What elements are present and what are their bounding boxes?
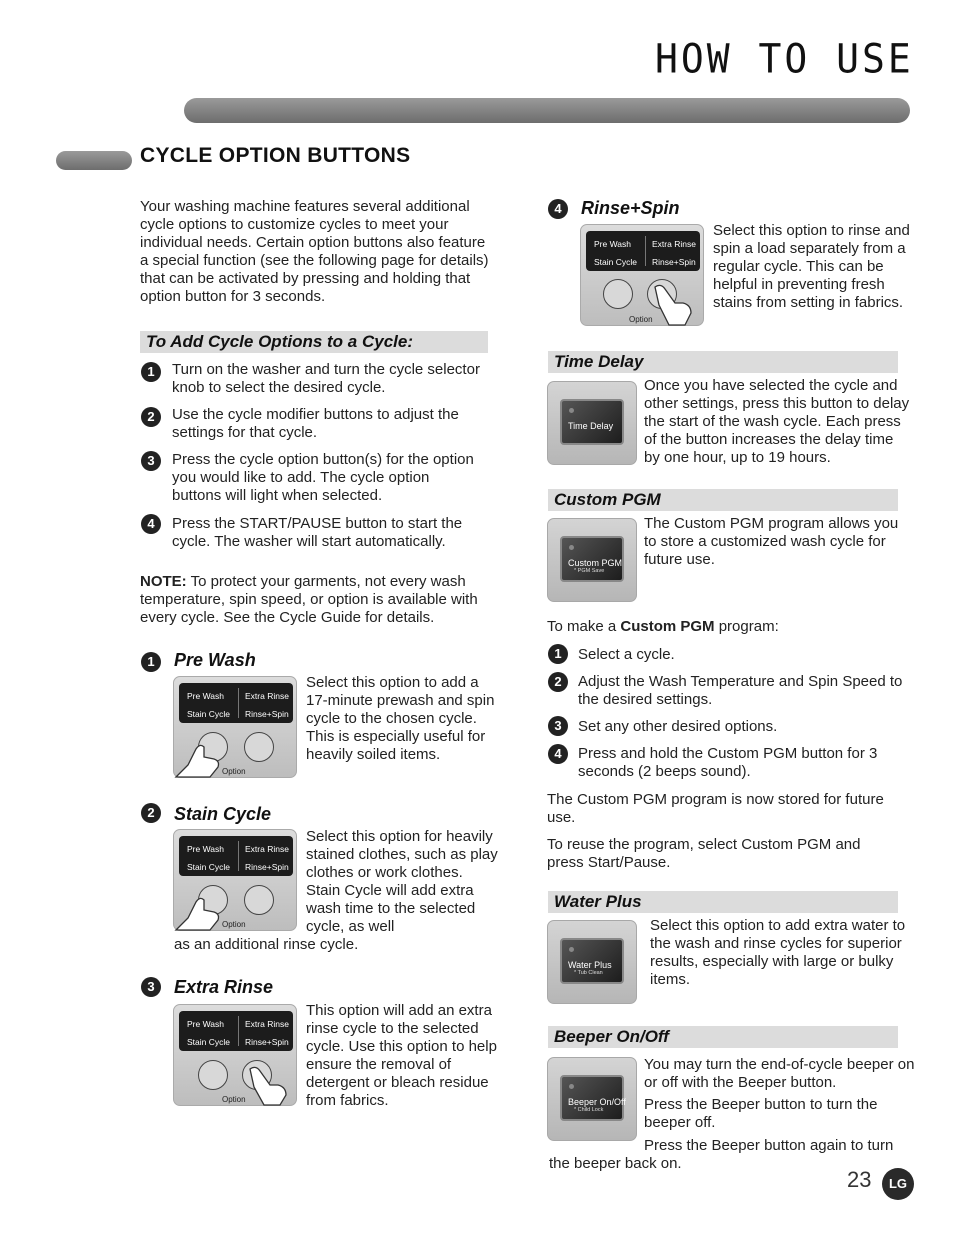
- button-face: [560, 1075, 624, 1121]
- custom-pgm-button-sublabel: * PGM Save: [574, 568, 605, 574]
- custom-pgm-heading: Custom PGM: [548, 489, 898, 511]
- beeper-text-1: You may turn the end-of-cycle beeper on or off with the Beeper button.: [644, 1056, 915, 1091]
- panel-label-extra-rinse: Extra Rinse: [245, 844, 289, 854]
- led-indicator: [569, 408, 574, 413]
- panel-label-pre-wash: Pre Wash: [187, 691, 225, 701]
- panel-label-extra-rinse: Extra Rinse: [652, 239, 696, 249]
- pgm-step-3: Set any other desired options.: [578, 718, 778, 735]
- stain-cycle-title: Stain Cycle: [174, 804, 272, 824]
- step-number-1: 1: [141, 362, 161, 382]
- option-number-2: 2: [141, 803, 161, 823]
- pgm-step-number-1: 1: [548, 644, 568, 664]
- button-face: [560, 399, 624, 445]
- section-title: CYCLE OPTION BUTTONS: [140, 144, 411, 167]
- panel-label-extra-rinse: Extra Rinse: [245, 1019, 289, 1029]
- panel-label-rinse-spin: Rinse+Spin: [245, 862, 289, 872]
- custom-pgm-reuse: To reuse the program, select Custom PGM and press Start/Pause.: [547, 836, 861, 871]
- time-delay-button-label: Time Delay: [568, 421, 614, 431]
- button-face: [560, 938, 624, 984]
- pre-wash-panel: [173, 676, 297, 778]
- add-options-heading: To Add Cycle Options to a Cycle:: [140, 331, 488, 353]
- rinse-spin-text: Select this option to rinse and spin a load separately from a regular cycle. This can be helpful in preventing fresh stains from setting in fabrics.: [713, 222, 910, 311]
- custom-pgm-make-line: [547, 618, 907, 636]
- led-indicator: [569, 1084, 574, 1089]
- add-step-3: Press the cycle option button(s) for the option you would like to add. The cycle option buttons will light when selected.: [172, 451, 474, 504]
- panel-label-rinse-spin: Rinse+Spin: [245, 709, 289, 719]
- extra-rinse-title: Extra Rinse: [174, 977, 274, 997]
- option-button-left[interactable]: [198, 1060, 228, 1090]
- option-number-1: 1: [141, 652, 161, 672]
- intro-text: Your washing machine features several additional cycle options to customize cycles to meet your individual needs. Certain option buttons also feature a special function (see the following page for details) that can be activated by pressing and holding that option button for 3 seconds.: [140, 198, 489, 305]
- custom-pgm-button-label: Custom PGM: [568, 558, 623, 568]
- step-number-2: 2: [141, 407, 161, 427]
- panel-option-label: Option: [222, 767, 246, 776]
- panel-label-stain-cycle: Stain Cycle: [187, 709, 230, 719]
- panel-option-label: Option: [222, 1095, 246, 1104]
- pgm-step-1: Select a cycle.: [578, 646, 675, 663]
- option-number-3: 3: [141, 977, 161, 997]
- step-number-3: 3: [141, 451, 161, 471]
- add-step-1: Turn on the washer and turn the cycle selector knob to select the desired cycle.: [172, 361, 480, 396]
- panel-label-stain-cycle: Stain Cycle: [187, 1037, 230, 1047]
- water-plus-heading: Water Plus: [548, 891, 898, 913]
- page-number: 23: [847, 1167, 872, 1192]
- beeper-text-3a: Press the Beeper button again to turn: [644, 1137, 894, 1154]
- step-number-4: 4: [141, 514, 161, 534]
- panel-display: [179, 836, 293, 876]
- pgm-step-number-3: 3: [548, 716, 568, 736]
- beeper-button-sublabel: * Child Lock: [574, 1107, 604, 1113]
- note-text: [140, 573, 495, 627]
- option-number-4: 4: [548, 199, 568, 219]
- panel-label-pre-wash: Pre Wash: [187, 844, 225, 854]
- beeper-heading: Beeper On/Off: [548, 1026, 898, 1048]
- water-plus-button-label: Water Plus: [568, 960, 612, 970]
- header-bar: [184, 98, 910, 123]
- beeper-text-3b: the beeper back on.: [549, 1155, 682, 1172]
- beeper-button-image: [547, 1057, 637, 1141]
- make-suffix: program:: [714, 618, 779, 635]
- pgm-step-number-4: 4: [548, 744, 568, 764]
- water-plus-button-image: [547, 920, 637, 1004]
- custom-pgm-stored: The Custom PGM program is now stored for future use.: [547, 791, 884, 826]
- note-label: NOTE:: [140, 573, 187, 590]
- pgm-step-number-2: 2: [548, 672, 568, 692]
- panel-display: [586, 231, 700, 271]
- stain-cycle-panel: [173, 829, 297, 931]
- panel-label-stain-cycle: Stain Cycle: [187, 862, 230, 872]
- note-body: To protect your garments, not every wash temperature, spin speed, or option is available with every cycle. See the Cycle Guide for details.: [140, 573, 478, 626]
- hand-pointer-icon: [649, 283, 703, 327]
- custom-pgm-text: The Custom PGM program allows you to store a customized wash cycle for future use.: [644, 515, 899, 568]
- panel-option-label: Option: [222, 920, 246, 929]
- time-delay-button-image: [547, 381, 637, 465]
- stain-cycle-text-main: Select this option for heavily stained clothes, such as play clothes or work clothes. Stain Cycle will add extra wash time to the selected cycle, as well: [306, 828, 498, 935]
- beeper-button-label: Beeper On/Off: [568, 1097, 626, 1107]
- time-delay-heading: Time Delay: [548, 351, 898, 373]
- rinse-spin-panel: [580, 224, 704, 326]
- panel-divider: [238, 841, 239, 871]
- lg-logo-icon: LG: [882, 1168, 914, 1200]
- panel-display: [179, 683, 293, 723]
- pre-wash-title: Pre Wash: [174, 650, 256, 670]
- add-step-4: Press the START/PAUSE button to start the cycle. The washer will start automatically.: [172, 515, 463, 550]
- panel-label-rinse-spin: Rinse+Spin: [245, 1037, 289, 1047]
- panel-divider: [238, 688, 239, 718]
- stain-cycle-text-tail: as an additional rinse cycle.: [174, 936, 359, 953]
- pgm-step-4: Press and hold the Custom PGM button for 3 seconds (2 beeps sound).: [578, 745, 878, 780]
- extra-rinse-panel: [173, 1004, 297, 1106]
- panel-divider: [238, 1016, 239, 1046]
- time-delay-text: Once you have selected the cycle and other settings, press this button to delay the start of the wash cycle. Each press of the button increases the delay time by one hour, up to 19 hours.: [644, 377, 910, 466]
- water-plus-button-sublabel: * Tub Clean: [574, 970, 603, 976]
- option-button-right[interactable]: [244, 732, 274, 762]
- pgm-step-2: Adjust the Wash Temperature and Spin Speed to the desired settings.: [578, 673, 903, 708]
- option-button-left[interactable]: [603, 279, 633, 309]
- panel-divider: [645, 236, 646, 266]
- panel-option-label: Option: [629, 315, 653, 324]
- make-prefix: To make a: [547, 618, 621, 635]
- pre-wash-text: Select this option to add a 17-minute prewash and spin cycle to the chosen cycle. This is especially useful for heavily soiled items.: [306, 674, 495, 763]
- make-bold: Custom PGM: [620, 618, 715, 635]
- option-button-right[interactable]: [244, 885, 274, 915]
- add-step-2: Use the cycle modifier buttons to adjust the settings for that cycle.: [172, 406, 459, 441]
- custom-pgm-button-image: [547, 518, 637, 602]
- hand-pointer-icon: [244, 1065, 298, 1107]
- section-pill: [56, 151, 132, 170]
- rinse-spin-title: Rinse+Spin: [581, 198, 680, 218]
- led-indicator: [569, 947, 574, 952]
- led-indicator: [569, 545, 574, 550]
- water-plus-text: Select this option to add extra water to the wash and rinse cycles for superior results, especially with large or bulky items.: [650, 917, 906, 988]
- extra-rinse-text: This option will add an extra rinse cycle to the selected cycle. Use this option to help ensure the removal of detergent or bleach residue from fabrics.: [306, 1002, 497, 1109]
- panel-label-extra-rinse: Extra Rinse: [245, 691, 289, 701]
- beeper-text-2: Press the Beeper button to turn the beeper off.: [644, 1096, 878, 1131]
- panel-label-rinse-spin: Rinse+Spin: [652, 257, 696, 267]
- button-face: [560, 536, 624, 582]
- panel-label-pre-wash: Pre Wash: [187, 1019, 225, 1029]
- panel-display: [179, 1011, 293, 1051]
- panel-label-pre-wash: Pre Wash: [594, 239, 632, 249]
- panel-label-stain-cycle: Stain Cycle: [594, 257, 637, 267]
- page-header-title: HOW TO USE: [655, 35, 914, 83]
